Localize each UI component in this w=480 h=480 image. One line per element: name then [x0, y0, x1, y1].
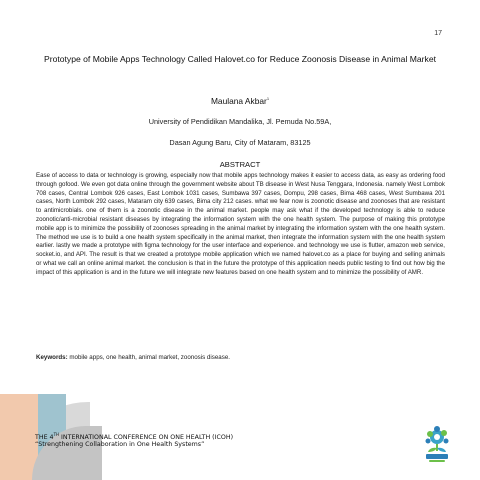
keywords-text: mobile apps, one health, animal market, zoonosis disease. [67, 354, 230, 361]
affiliation-line-1: University of Pendidikan Mandalika, Jl. Pemuda No.59A, [148, 117, 332, 126]
conference-rest: INTERNATIONAL CONFERENCE ON ONE HEALTH (ICOH) [59, 434, 234, 442]
author-name: Maulana Akbar [210, 96, 267, 106]
keywords [36, 354, 445, 361]
conference-prefix: THE 4 [35, 434, 54, 442]
decorative-shape-peach [0, 394, 38, 480]
paper-title: Prototype of Mobile Apps Technology Called Halovet.co for Reduce Zoonosis Disease in Animal Market [43, 54, 437, 64]
abstract-body: Ease of access to data or technology is growing, especially now that mobile apps technology makes it easier to access data, as easy as ordering food through gofood. We even got data online through the government website about TB disease in West Nusa Tenggara, Indonesia. namely West Lombok 708 cases, Central Lombok 926 cases, East Lombok 1031 cases, Sumbawa 397 cases, Dompu, 298 cases, Bima 468 cases, West Sumbawa 201 cases, North Lombok 292 cases, Mataram city 639 cases, Bima city 212 cases. what we fear now is zoonotic disease and zoonoses that are resistant to antimicrobials. one of them is a zoonotic disease in the animal market. people may ask what if the developed technology is able to reduce zoonotic/anti-microbial resistant diseases by integrating the information system with the one health system. The purpose of making this prototype mobile app is to minimize the possibility of zoonoses spreading in the animal market by integrating the information system with the one health system. The method we use is to build a one health system specifically in the animal market, then integrate the information system with the one health system earlier. lastly we made a prototype with figma technology for the user interface and experience. and technology we use is flutter, amazon web service, socket.io, and API. The result is that we created a prototype mobile application which we named halovet.co as a place for buying and selling animals or what we call an online animal market. the conclusion is that in the future the prototype of this application needs public testing to find out how big the impact of this application is and in the future we will integrate new features based on one health system and to minimize the possibility of AMR. [36, 172, 445, 276]
conference-ordinal: TH [53, 432, 60, 437]
conference-name [35, 432, 233, 441]
conference-logo-icon [418, 424, 456, 464]
keywords-label: Keywords: [36, 354, 68, 361]
affiliation-line-2: Dasan Agung Baru, City of Mataram, 83125 [169, 138, 311, 147]
page-number: 17 [434, 30, 442, 37]
author-marker: 1 [266, 96, 270, 102]
author [0, 96, 480, 106]
conference-tagline: “Strengthening Collaboration in One Health Systems” [35, 441, 205, 448]
abstract-heading: ABSTRACT [219, 160, 261, 169]
